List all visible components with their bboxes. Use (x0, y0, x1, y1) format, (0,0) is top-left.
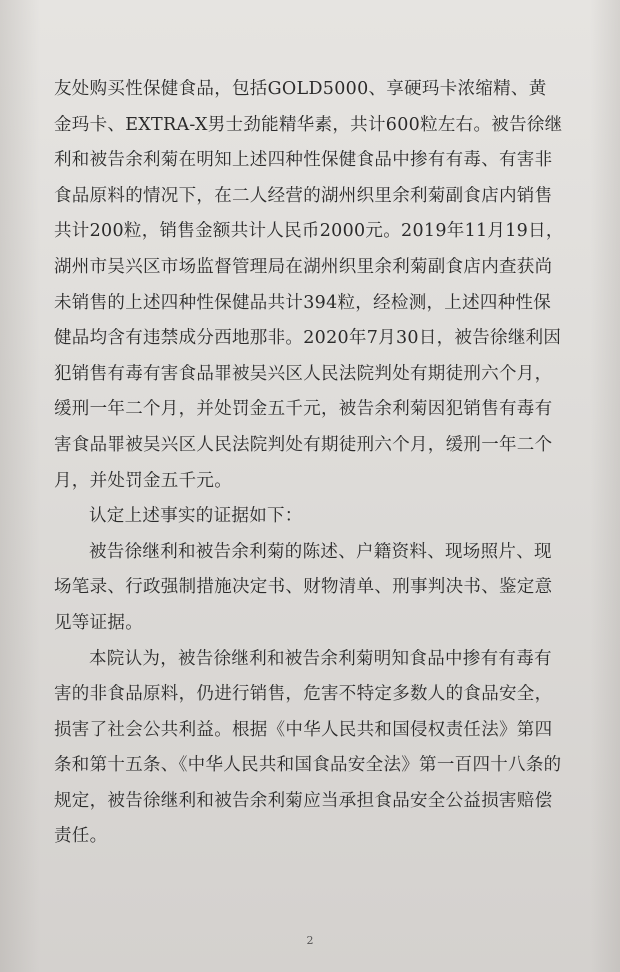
page-shadow-right (590, 0, 620, 972)
paragraph-evidence-heading: 认定上述事实的证据如下： (89, 506, 303, 527)
paragraph-evidence-list: 被告徐继利和被告余利菊的陈述、户籍资料、现场照片、现场笔录、行政强制措施决定书、财物清单、刑事判决书、鉴定意见等证据。 (54, 541, 553, 633)
page-number: 2 (306, 934, 314, 947)
paragraph-facts: 友处购买性保健食品，包括GOLD5000、享硬玛卡浓缩精、黄金玛卡、EXTRA-X男士劲能精华素，共计600粒左右。被告徐继利和被告余利菊在明知上述四种性保健食品中掺有有毒、有害非食品原料的情况下，在二人经营的湖州织里余利菊副食店内销售共计200粒，销售金额共计人民币2000元。2019年11月19日，湖州市吴兴区市场监督管理局在湖州织里余利菊副食店内查获尚未销售的上述四种性保健品共计394粒，经检测，上述四种性保健品均含有违禁成分西地那非。2020年7月30日，被告徐继利因犯销售有毒有害食品罪被吴兴区人民法院判处有期徒刑六个月，缓刑一年二个月，并处罚金五千元，被告余利菊因犯销售有毒有害食品罪被吴兴区人民法院判处有期徒刑六个月，缓刑一年二个月，并处罚金五千元。 (54, 79, 564, 491)
paragraph-court-opinion: 本院认为，被告徐继利和被告余利菊明知食品中掺有有毒有害的非食品原料，仍进行销售，危害不特定多数人的食品安全，损害了社会公共利益。根据《中华人民共和国侵权责任法》第四条和第十五条、《中华人民共和国食品安全法》第一百四十八条的规定，被告徐继利和被告余利菊应当承担食品安全公益损害赔偿责任。 (54, 648, 562, 847)
page-shadow-left (0, 0, 40, 972)
document-body (54, 72, 564, 855)
